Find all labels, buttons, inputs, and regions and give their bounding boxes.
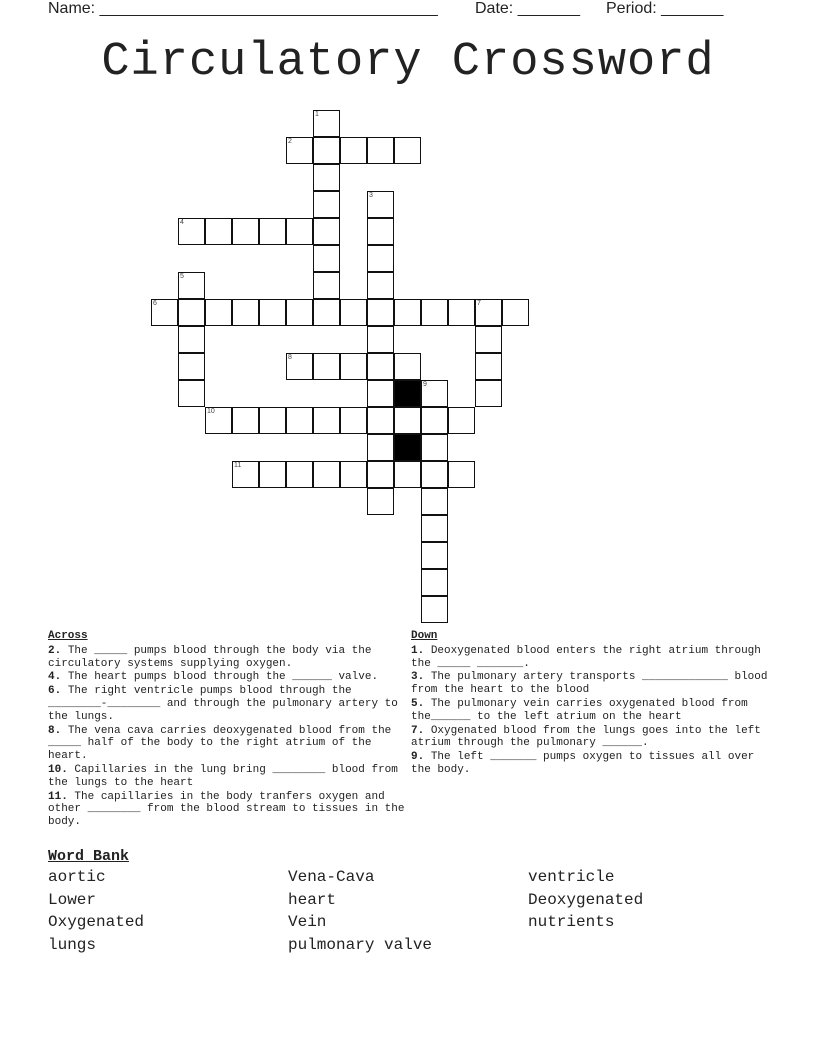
word-bank-item: aortic bbox=[48, 868, 106, 886]
grid-cell[interactable] bbox=[367, 218, 394, 245]
grid-cell[interactable] bbox=[313, 164, 340, 191]
clue-number-label: 2 bbox=[288, 138, 292, 145]
clue-text: The left _______ pumps oxygen to tissues all over the body. bbox=[411, 751, 755, 776]
clue-text: The right ventricle pumps blood through the ________-________ and through the pulmonary artery to the lungs. bbox=[48, 685, 398, 723]
grid-cell[interactable] bbox=[286, 407, 313, 434]
clue-across-8 bbox=[48, 725, 408, 763]
grid-cell[interactable] bbox=[367, 326, 394, 353]
grid-cell[interactable] bbox=[205, 218, 232, 245]
clue-text: The pulmonary vein carries oxygenated blood from the______ to the left atrium on the heart bbox=[411, 697, 748, 723]
word-bank-item: nutrients bbox=[528, 913, 615, 932]
grid-cell[interactable] bbox=[421, 488, 448, 515]
clue-number-label: 6 bbox=[153, 300, 157, 307]
clue-number-label: 11 bbox=[234, 462, 242, 469]
grid-cell[interactable] bbox=[421, 461, 448, 488]
grid-cell[interactable] bbox=[259, 407, 286, 434]
clue-down-7 bbox=[411, 725, 771, 751]
clue-number-label: 1 bbox=[315, 111, 319, 118]
clue-text: The _____ pumps blood through the body via the circulatory systems supplying oxygen. bbox=[48, 644, 372, 670]
grid-cell[interactable] bbox=[394, 353, 421, 380]
grid-cell[interactable] bbox=[178, 380, 205, 407]
grid-cell[interactable] bbox=[421, 299, 448, 326]
grid-cell[interactable] bbox=[313, 272, 340, 299]
clue-down-1 bbox=[411, 645, 771, 671]
grid-cell[interactable] bbox=[367, 353, 394, 380]
clue-number-label: 10 bbox=[207, 408, 215, 415]
grid-cell[interactable] bbox=[340, 353, 367, 380]
clue-down-3 bbox=[411, 671, 771, 697]
grid-cell[interactable] bbox=[394, 461, 421, 488]
across-clues bbox=[48, 630, 408, 830]
grid-cell[interactable] bbox=[367, 380, 394, 407]
word-bank-item: Deoxygenated bbox=[528, 890, 644, 909]
word-bank-item: Oxygenated bbox=[48, 913, 145, 932]
clue-number-label: 3 bbox=[369, 192, 373, 199]
grid-cell[interactable] bbox=[475, 326, 502, 353]
clue-number-label: 4 bbox=[180, 219, 184, 226]
grid-cell[interactable] bbox=[340, 299, 367, 326]
down-clues bbox=[411, 630, 771, 778]
grid-cell[interactable] bbox=[421, 434, 448, 461]
black-cell bbox=[394, 380, 421, 407]
grid-cell[interactable] bbox=[367, 299, 394, 326]
grid-cell[interactable] bbox=[475, 380, 502, 407]
down-heading: Down bbox=[411, 630, 438, 642]
grid-cell[interactable] bbox=[340, 461, 367, 488]
grid-cell[interactable] bbox=[367, 434, 394, 461]
grid-cell[interactable] bbox=[448, 299, 475, 326]
word-bank-item: Lower bbox=[48, 890, 97, 909]
grid-cell[interactable] bbox=[421, 569, 448, 596]
grid-cell[interactable] bbox=[340, 137, 367, 164]
grid-cell[interactable] bbox=[313, 137, 340, 164]
page-title: Circulatory Crossword bbox=[101, 36, 715, 89]
grid-cell[interactable] bbox=[205, 299, 232, 326]
grid-cell[interactable] bbox=[421, 596, 448, 623]
clue-down-5 bbox=[411, 698, 771, 724]
clue-across-10 bbox=[48, 764, 408, 790]
grid-cell[interactable] bbox=[367, 272, 394, 299]
grid-cell[interactable] bbox=[367, 461, 394, 488]
clue-number: 2. bbox=[48, 644, 62, 657]
period-field[interactable]: Period: _______ bbox=[606, 0, 724, 17]
grid-cell[interactable] bbox=[367, 137, 394, 164]
clue-text: The heart pumps blood through the ______ valve. bbox=[67, 671, 379, 684]
clue-across-6 bbox=[48, 685, 408, 723]
clue-text: The pulmonary artery transports _____________ blood from the heart to the blood bbox=[411, 671, 768, 697]
grid-cell[interactable] bbox=[313, 191, 340, 218]
grid-cell[interactable] bbox=[340, 407, 367, 434]
grid-cell[interactable] bbox=[259, 299, 286, 326]
clue-text: Deoxygenated blood enters the right atrium through the _____ _______. bbox=[411, 644, 761, 670]
clue-number: 11. bbox=[48, 790, 68, 803]
clue-text: Capillaries in the lung bring ________ blood from the lungs to the heart bbox=[48, 763, 398, 789]
word-bank-item: pulmonary valve bbox=[288, 935, 433, 954]
grid-cell[interactable] bbox=[475, 353, 502, 380]
clue-across-11 bbox=[48, 791, 408, 829]
clue-number: 7. bbox=[411, 724, 425, 737]
grid-cell[interactable] bbox=[286, 461, 313, 488]
grid-cell[interactable] bbox=[286, 299, 313, 326]
grid-cell[interactable] bbox=[394, 299, 421, 326]
grid-cell[interactable] bbox=[232, 407, 259, 434]
grid-cell[interactable] bbox=[421, 407, 448, 434]
word-bank-item: ventricle bbox=[528, 868, 615, 886]
name-field[interactable]: Name: ______________________________________ bbox=[48, 0, 438, 17]
grid-cell[interactable] bbox=[394, 407, 421, 434]
grid-cell[interactable] bbox=[313, 299, 340, 326]
grid-cell[interactable] bbox=[232, 218, 259, 245]
clue-number: 6. bbox=[48, 685, 62, 698]
black-cell bbox=[394, 434, 421, 461]
word-bank-item: Vena-Cava bbox=[288, 868, 375, 886]
clue-number-label: 7 bbox=[477, 300, 481, 307]
grid-cell[interactable] bbox=[421, 515, 448, 542]
grid-cell[interactable] bbox=[259, 461, 286, 488]
grid-cell[interactable] bbox=[178, 326, 205, 353]
word-bank-title: Word Bank bbox=[48, 848, 130, 865]
clue-text: The capillaries in the body tranfers oxygen and other ________ from the blood stream to tissues in the body. bbox=[48, 790, 405, 829]
clue-text: Oxygenated blood from the lungs goes into the left atrium through the pulmonary ______. bbox=[411, 724, 761, 750]
grid-cell[interactable] bbox=[232, 299, 259, 326]
clue-number: 1. bbox=[411, 644, 425, 657]
clue-text: The vena cava carries deoxygenated blood from the _____ half of the body to the right atrium of the heart. bbox=[48, 724, 392, 763]
clue-number: 8. bbox=[48, 724, 62, 737]
grid-cell[interactable] bbox=[313, 245, 340, 272]
grid-cell[interactable] bbox=[259, 218, 286, 245]
clue-number-label: 5 bbox=[180, 273, 184, 280]
word-bank-item: Vein bbox=[288, 913, 327, 932]
word-bank-item: lungs bbox=[48, 935, 97, 954]
clue-number: 4. bbox=[48, 671, 62, 684]
grid-cell[interactable] bbox=[313, 461, 340, 488]
grid-cell[interactable] bbox=[367, 407, 394, 434]
grid-cell[interactable] bbox=[313, 353, 340, 380]
clue-number: 9. bbox=[411, 751, 425, 764]
grid-cell[interactable] bbox=[394, 137, 421, 164]
grid-cell[interactable] bbox=[313, 407, 340, 434]
clue-across-2 bbox=[48, 645, 408, 671]
date-field[interactable]: Date: _______ bbox=[475, 0, 580, 17]
grid-cell[interactable] bbox=[448, 461, 475, 488]
clue-number: 3. bbox=[411, 671, 425, 684]
grid-cell[interactable] bbox=[178, 353, 205, 380]
grid-cell[interactable] bbox=[286, 218, 313, 245]
clue-number: 10. bbox=[48, 763, 68, 776]
grid-cell[interactable] bbox=[367, 245, 394, 272]
clue-down-9 bbox=[411, 751, 771, 777]
clue-number: 5. bbox=[411, 697, 425, 710]
grid-cell[interactable] bbox=[313, 218, 340, 245]
grid-cell[interactable] bbox=[367, 488, 394, 515]
across-heading: Across bbox=[48, 630, 88, 642]
clue-number-label: 8 bbox=[288, 354, 292, 361]
grid-cell[interactable] bbox=[448, 407, 475, 434]
clue-number-label: 9 bbox=[423, 381, 427, 388]
grid-cell[interactable] bbox=[502, 299, 529, 326]
grid-cell[interactable] bbox=[421, 542, 448, 569]
word-bank-item: heart bbox=[288, 890, 337, 909]
grid-cell[interactable] bbox=[178, 299, 205, 326]
word-bank bbox=[48, 868, 768, 958]
clue-across-4 bbox=[48, 671, 408, 684]
